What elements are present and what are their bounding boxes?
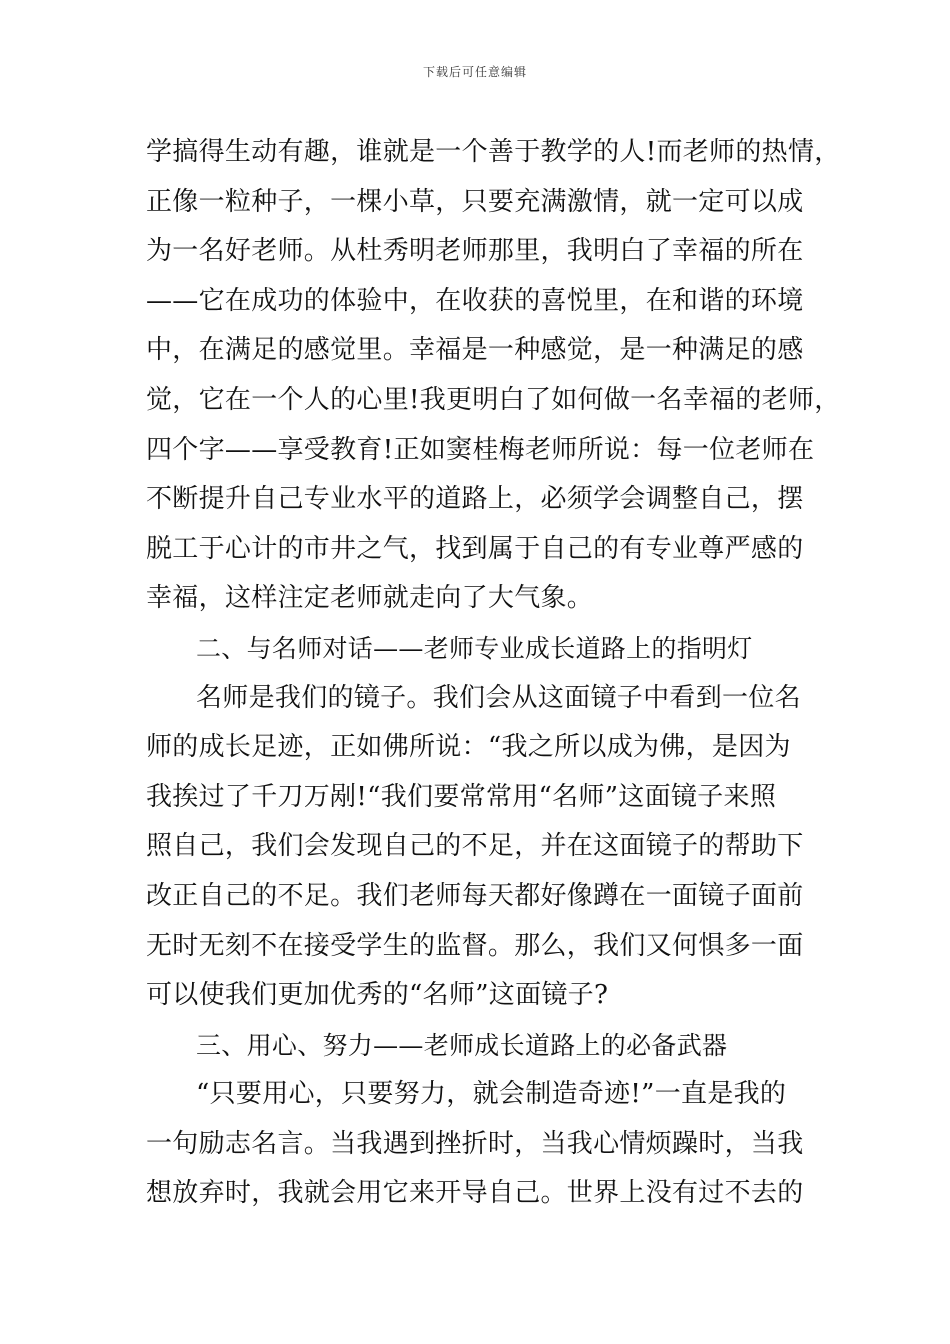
page-header: 下载后可任意编辑: [422, 65, 527, 79]
text-line: 师的成长足迹，正如佛所说：“我之所以成为佛，是因为: [146, 732, 791, 763]
text-line: 想放弃时，我就会用它来开导自己。世界上没有过不去的: [146, 1178, 804, 1209]
text-line: 改正自己的不足。我们老师每天都好像蹲在一面镜子面前: [146, 880, 804, 911]
text-line: 一句励志名言。当我遇到挫折时，当我心情烦躁时，当我: [146, 1128, 804, 1159]
text-line: 不断提升自己专业水平的道路上，必须学会调整自己，摆: [146, 484, 804, 515]
text-line: 觉，它在一个人的心里!我更明白了如何做一名幸福的老师，: [146, 384, 841, 415]
text-line: 无时无刻不在接受学生的监督。那么，我们又何惧多一面: [146, 930, 804, 961]
text-line: 我挨过了千刀万剐!“我们要常常用“名师”这面镜子来照: [146, 781, 777, 812]
text-line: 正像一粒种子，一棵小草，只要充满激情，就一定可以成: [146, 186, 804, 217]
paragraph-effort: [146, 1070, 816, 1219]
text-line: 照自己，我们会发现自己的不足，并在这面镜子的帮助下: [146, 831, 804, 862]
text-line: 中，在满足的感觉里。幸福是一种感觉，是一种满足的感: [146, 335, 804, 366]
text-line: ——它在成功的体验中，在收获的喜悦里，在和谐的环境: [146, 285, 804, 316]
text-line: 幸福，这样注定老师就走向了大气象。: [146, 583, 594, 614]
text-line: 可以使我们更加优秀的“名师”这面镜子?: [146, 980, 609, 1011]
text-line: 脱工于心计的市井之气，找到属于自己的有专业尊严感的: [146, 533, 804, 564]
text-line: 为一名好老师。从杜秀明老师那里，我明白了幸福的所在: [146, 236, 804, 267]
text-line: 学搞得生动有趣，谁就是一个善于教学的人!而老师的热情，: [146, 137, 841, 167]
text-line: 四个字——享受教育!正如窦桂梅老师所说：每一位老师在: [146, 434, 815, 465]
text-line-first: 名师是我们的镜子。我们会从这面镜子中看到一位名: [196, 682, 801, 713]
text-line-first: “只要用心，只要努力，就会制造奇迹!”一直是我的: [196, 1079, 787, 1110]
paragraph-continuation: [146, 128, 841, 624]
section-heading: 三、用心、努力——老师成长道路上的必备武器: [196, 1030, 728, 1060]
section-heading-three: [146, 1021, 816, 1071]
section-heading: 二、与名师对话——老师专业成长道路上的指明灯: [196, 633, 753, 663]
section-heading-two: [146, 624, 816, 674]
paragraph-mirror: [146, 674, 816, 1021]
document-body: [146, 128, 841, 1219]
